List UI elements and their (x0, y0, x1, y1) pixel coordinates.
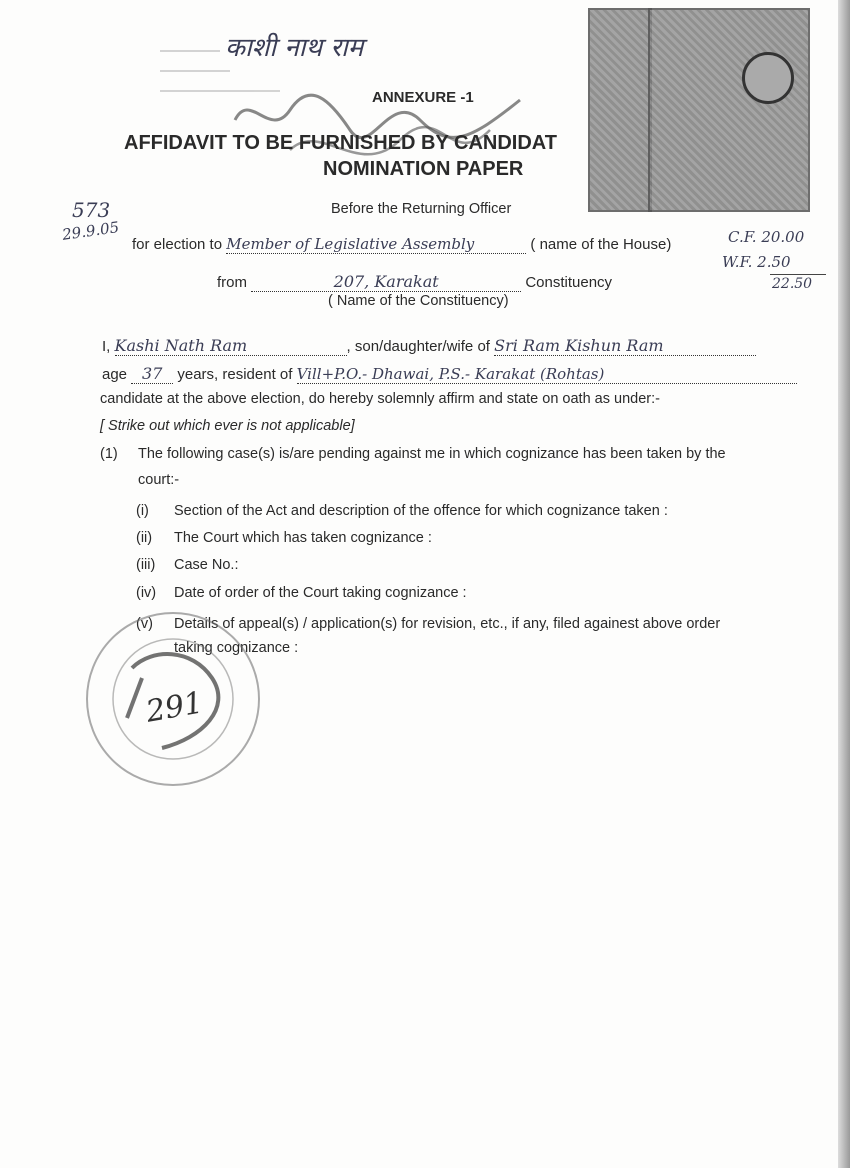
subitem-5-line2: taking cognizance : (174, 640, 299, 656)
years-label: years, resident of (177, 366, 293, 383)
from-label: from (217, 274, 247, 291)
item1-number: (1) (100, 446, 118, 462)
subitem-2 (136, 530, 432, 546)
constituency-line (217, 272, 612, 292)
declarant-name-line: I, Kashi Nath Ram , son/daughter/wife of Sri Ram Kishun Ram (102, 336, 756, 356)
strike-note: [ Strike out which ever is not applicable] (100, 418, 355, 434)
constituency-suffix: Constituency (525, 274, 613, 291)
revenue-stamp-left (588, 8, 652, 212)
page-edge (838, 0, 850, 1168)
subitem-4 (136, 585, 467, 601)
constituency-value: 207, Karakat (251, 272, 521, 292)
subitem-3 (136, 557, 238, 573)
nomination-title: NOMINATION PAPER (323, 158, 524, 180)
subitem-text: Case No.: (174, 557, 239, 573)
declarant-name: Kashi Nath Ram (115, 336, 347, 356)
subitem-text: The Court which has taken cognizance : (174, 530, 432, 546)
subitem-number: (ii) (136, 530, 153, 546)
relation-label: son/daughter/wife of (354, 338, 490, 355)
revenue-stamp-right (648, 8, 810, 212)
oath-line: candidate at the above election, do hereby solemnly affirm and state on oath as under:- (100, 391, 660, 407)
subitem-number: (iv) (136, 585, 157, 601)
election-prefix: for election to (132, 236, 223, 253)
election-suffix: ( name of the House) (530, 236, 672, 253)
i-label: I, (102, 338, 111, 355)
subitem-number: (v) (136, 616, 153, 632)
subitem-text: Details of appeal(s) / application(s) for revision, etc., if any, filed againest above order (174, 616, 721, 632)
item1-line1 (100, 446, 726, 462)
annexure-label: ANNEXURE -1 (372, 89, 474, 106)
house-value: Member of Legislative Assembly (226, 235, 526, 254)
serial-date: 29.9.05 (61, 218, 121, 244)
fee-underline (770, 274, 826, 275)
age-value: 37 (131, 364, 173, 384)
item1-text: The following case(s) is/are pending against me in which cognizance has been taken by the (138, 446, 726, 462)
constituency-caption: ( Name of the Constituency) (328, 293, 509, 309)
father-name: Sri Ram Kishun Ram (494, 336, 756, 356)
subitem-text: Section of the Act and description of the offence for which cognizance taken : (174, 503, 668, 519)
seal-number: 291 (143, 685, 206, 730)
serial-number: 573 (72, 198, 111, 222)
residence-value: Vill+P.O.- Dhawai, P.S.- Karakat (Rohtas) (297, 365, 797, 384)
subitem-text: Date of order of the Court taking cognizance : (174, 585, 467, 601)
subitem-number: (iii) (136, 557, 156, 573)
item1-line2: court:- (138, 472, 180, 488)
affidavit-title: AFFIDAVIT TO BE FURNISHED BY CANDIDAT (124, 132, 557, 154)
court-fee: C.F. 20.00 (728, 228, 805, 246)
subitem-1 (136, 503, 668, 519)
fee-total: 22.50 (772, 276, 813, 292)
age-label: age (102, 366, 128, 383)
returning-officer-line: Before the Returning Officer (331, 201, 512, 217)
subitem-number: (i) (136, 503, 149, 519)
welfare-fee: W.F. 2.50 (722, 253, 791, 271)
handwritten-hindi-name: काशी नाथ राम (225, 33, 364, 63)
stamp-emblem (742, 52, 794, 104)
election-line (132, 235, 671, 254)
declarant-age-line (102, 364, 797, 384)
